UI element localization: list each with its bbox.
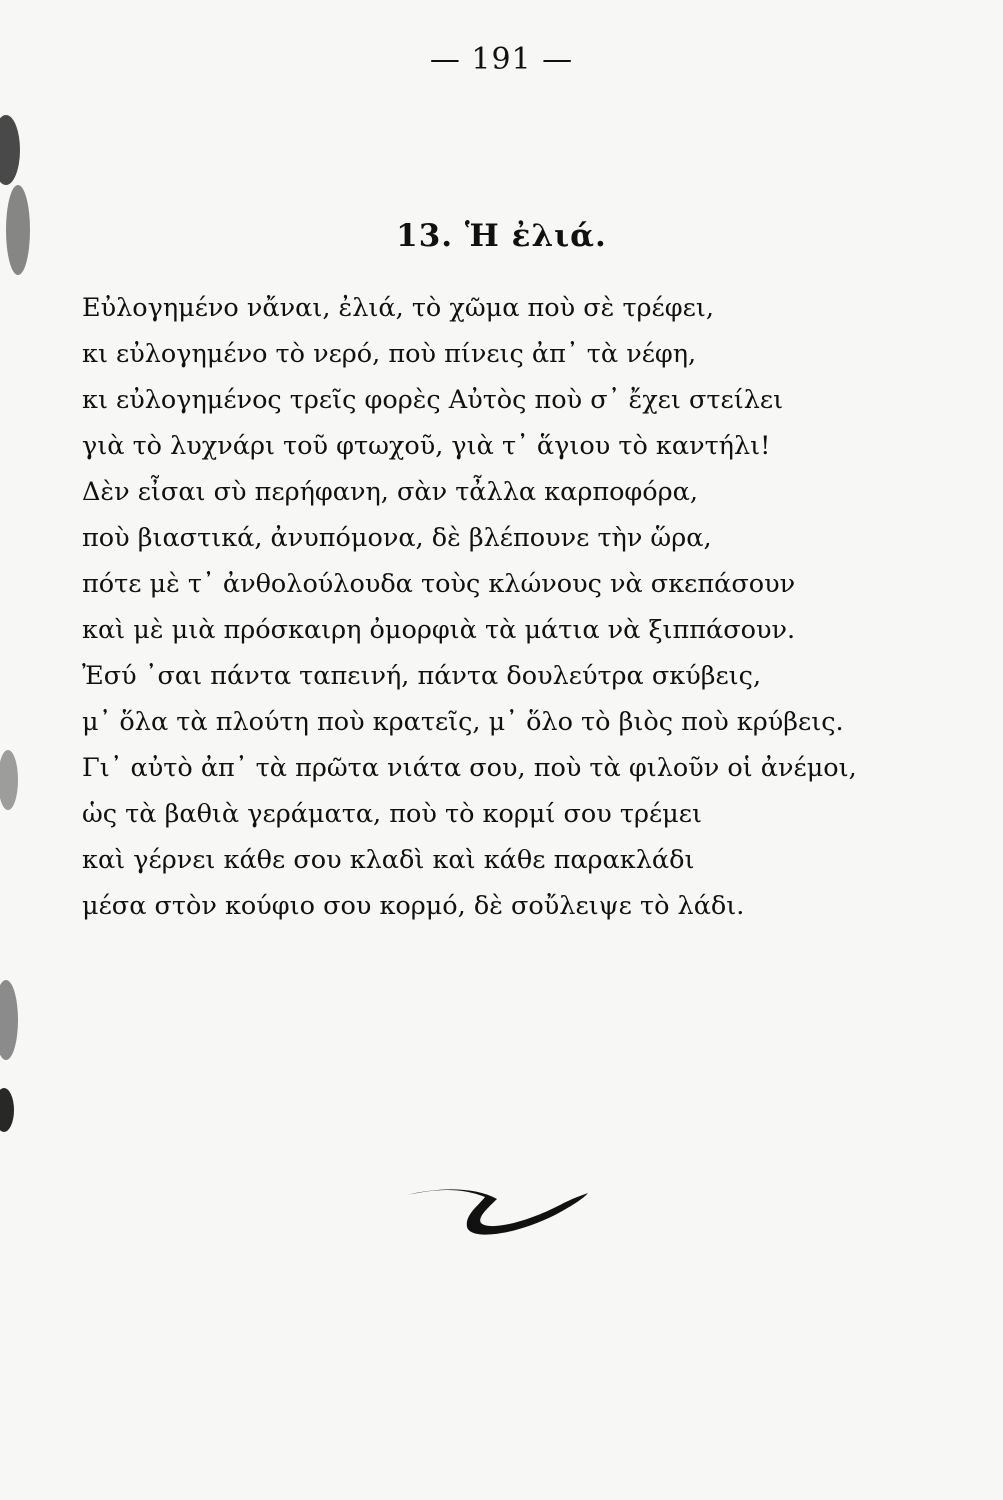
margin-stain-decoration <box>0 100 50 1300</box>
swash-ornament-icon <box>405 1185 590 1245</box>
poem-line: καὶ μὲ μιὰ πρόσκαιρη ὀμορφιὰ τὰ μάτια νὰ ξιππάσουν. <box>82 615 796 645</box>
poem-line: πότε μὲ τ᾽ ἀνθολούλουδα τοὺς κλώνους νὰ σκεπάσουν <box>82 569 796 599</box>
poem-line: Ἐσύ ᾽σαι πάντα ταπεινή, πάντα δουλεύτρα σκύβεις, <box>82 661 762 691</box>
poem-line: κι εὐλογημένος τρεῖς φορὲς Αὐτὸς ποὺ σ᾽ ἔχει στείλει <box>82 385 784 415</box>
poem-line: Εὐλογημένο νἄναι, ἐλιά, τὸ χῶμα ποὺ σὲ τρέφει, <box>82 293 714 323</box>
poem-line: κι εὐλογημένο τὸ νερό, ποὺ πίνεις ἀπ᾽ τὰ νέφη, <box>82 339 697 369</box>
poem-line: μέσα στὸν κούφιο σου κορμό, δὲ σοὔλειψε τὸ λάδι. <box>82 891 745 921</box>
poem-line: ποὺ βιαστικά, ἀνυπόμονα, δὲ βλέπουνε τὴν ὥρα, <box>82 523 712 553</box>
poem-line: γιὰ τὸ λυχνάρι τοῦ φτωχοῦ, γιὰ τ᾽ ἅγιου τὸ καντήλι! <box>82 431 771 461</box>
poem-line: Γι᾽ αὐτὸ ἀπ᾽ τὰ πρῶτα νιάτα σου, ποὺ τὰ φιλοῦν οἱ ἀνέμοι, <box>82 753 857 783</box>
poem-line: καὶ γέρνει κάθε σου κλαδὶ καὶ κάθε παρακλάδι <box>82 845 695 875</box>
poem-line: μ᾽ ὅλα τὰ πλούτη ποὺ κρατεῖς, μ᾽ ὅλο τὸ βιὸς ποὺ κρύβεις. <box>82 707 844 737</box>
poem-body <box>82 285 962 929</box>
page-number: — 191 — <box>429 42 574 77</box>
poem-line: Δὲν εἶσαι σὺ περήφανη, σὰν τἆλλα καρποφόρα, <box>82 477 698 507</box>
poem-title: 13. Ἡ ἐλιά. <box>396 218 607 254</box>
poem-line: ὡς τὰ βαθιὰ γεράματα, ποὺ τὸ κορμί σου τρέμει <box>82 799 702 829</box>
